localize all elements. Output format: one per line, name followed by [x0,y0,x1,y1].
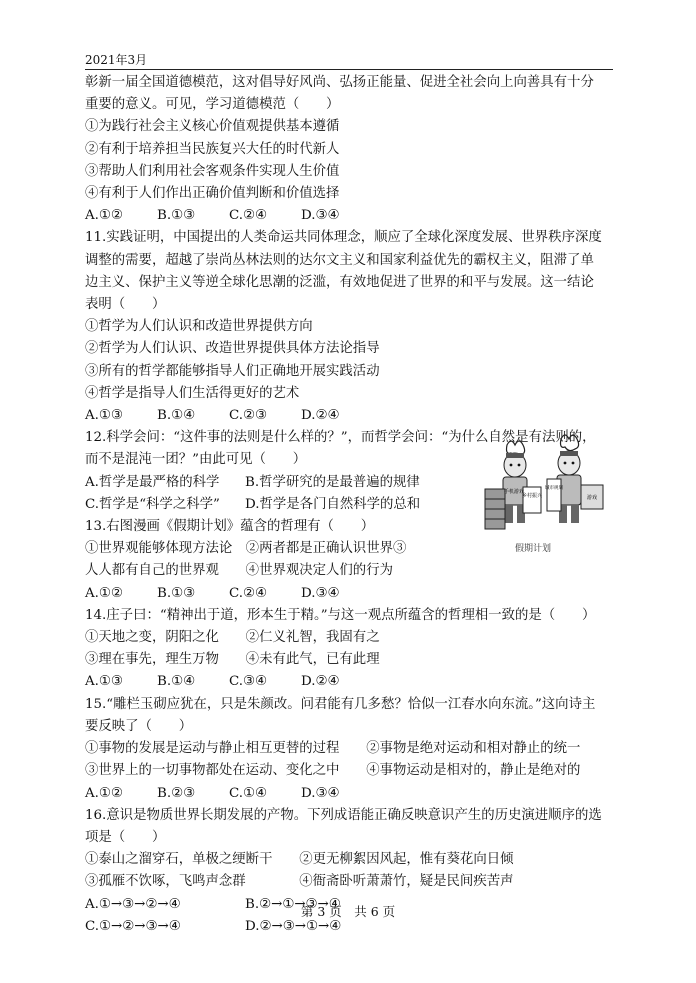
cartoon-label-right-sign: 城市规划 [545,486,563,492]
question-11-options [85,405,613,427]
question-13-stem: 13.右图漫画《假期计划》蕴含的哲理有（ ） [85,519,375,535]
question-16-item-line: ③孤雁不饮啄，飞鸣声念群 ④衙斋卧听萧萧竹，疑是民间疾苦声 [85,874,514,890]
question-11-stem-line: 表明（ ） [85,297,166,313]
option-d: D.③④ [301,785,340,801]
question-14-item-line: ③理在事先，理生万物 ④未有此气，已有此理 [85,652,380,668]
option-b: B.哲学研究的是最普遍的规律 [245,474,420,490]
question-12-13-block [85,427,613,605]
question-14 [85,605,613,694]
question-10 [85,72,613,227]
boy-figure-right [545,451,603,523]
question-15-options [85,783,613,805]
question-12-stem-line: 12.科学会问：“这件事的法则是什么样的？”，而哲学会问：“为什么自然是有法则的， [85,430,596,446]
exam-page [85,52,613,938]
option-a: A.①→③→②→④ [85,896,181,912]
question-14-options [85,671,613,693]
cartoon-caption: 假期计划 [515,544,552,555]
option-d: D.③④ [301,208,340,224]
question-11-item: ④哲学是指导人们生活得更好的艺术 [85,385,300,401]
boy-figure-left [485,453,543,529]
option-b: B.②→①→③→④ [245,896,341,912]
option-b: B.①③ [157,208,196,224]
option-b: B.②③ [157,785,196,801]
question-10-item: ②有利于培养担当民族复兴大任的时代新人 [85,141,340,157]
question-13-item-line: ①世界观能够体现方法论 ②两者都是正确认识世界③ [85,541,407,557]
option-b: B.①④ [157,674,196,690]
cartoon-label-right-box: 游戏 [586,495,598,502]
question-11-stem-line: 调整的需要，超越了崇尚丛林法则的达尔文主义和国家利益优先的霸权主义，阻滞了单 [85,252,594,268]
option-d: D.②④ [301,674,340,690]
question-14-stem: 14.庄子曰：“精神出于道，形本生于精。”与这一观点所蕴含的哲理相一致的是（ ） [85,607,596,623]
page-footer: 第 3 页 共 6 页 [300,904,396,919]
option-b: B.①③ [157,585,196,601]
page-header-date: 2021年3月 [85,52,613,70]
question-16-stem-line: 16.意识是物质世界长期发展的产物。下列成语能正确反映意识产生的历史演进顺序的选 [85,807,602,823]
option-a: A.①③ [85,674,123,690]
question-15-item-line: ③世界上的一切事物都处在运动、变化之中 ④事物运动是相对的，静止是绝对的 [85,763,581,779]
option-c: C.①→②→③→④ [85,918,181,934]
question-11-stem-line: 边主义、保护主义等逆全球化思潮的泛滥，有效地促进了世界的和平与发展。这一结论 [85,274,594,290]
question-10-item: ④有利于人们作出正确价值判断和价值选择 [85,186,340,202]
question-13-options [85,583,613,605]
option-d: D.②→③→①→④ [245,918,342,934]
cartoon-label-left-shirt: 手机游戏 [503,489,525,496]
question-10-item: ①为践行社会主义核心价值观提供基本遵循 [85,119,340,135]
question-15 [85,694,613,805]
option-c: C.②③ [229,408,268,424]
question-11-item: ②哲学为人们认识、改造世界提供具体方法论指导 [85,341,380,357]
holiday-plan-cartoon [477,429,613,539]
question-15-stem-line: 15.“雕栏玉砌应犹在，只是朱颜改。问君能有几多愁？恰似一江春水向东流。”这向诗主 [85,696,596,712]
question-10-options [85,205,613,227]
cartoon-label-left-sign: 乡村振兴 [521,493,543,500]
question-11-item: ①哲学为人们认识和改造世界提供方向 [85,319,313,335]
option-d: D.哲学是各门自然科学的总和 [245,496,421,512]
question-16-item-line: ①泰山之溜穿石，单极之绠断干 ②更无柳絮因风起，惟有葵花向日倾 [85,852,514,868]
option-c: C.②④ [229,585,268,601]
question-11-item: ③所有的哲学都能够指导人们正确地开展实践活动 [85,363,380,379]
option-c: C.②④ [229,208,268,224]
option-d: D.③④ [301,585,340,601]
option-d: D.②④ [301,408,340,424]
question-12-stem-line: 而不是混沌一团？”由此可见（ ） [85,452,307,468]
question-13-item-line: 人人都有自己的世界观 ④世界观决定人们的行为 [85,563,393,579]
question-10-item: ③帮助人们利用社会客观条件实现人生价值 [85,163,340,179]
question-11 [85,227,613,427]
option-c: C.③④ [229,674,268,690]
option-a: A.①② [85,585,123,601]
question-10-stem-line: 重要的意义。可见，学习道德模范（ ） [85,97,340,113]
option-c: C.①④ [229,785,268,801]
option-b: B.①④ [157,408,196,424]
option-a: A.哲学是最严格的科学 [85,474,220,490]
option-a: A.①③ [85,408,123,424]
question-14-item-line: ①天地之变，阴阳之化 ②仁义礼智，我固有之 [85,630,380,646]
question-15-item-line: ①事物的发展是运动与静止相互更替的过程 ②事物是绝对运动和相对静止的统一 [85,741,581,757]
option-a: A.①② [85,208,123,224]
question-11-stem-line: 11.实践证明，中国提出的人类命运共同体理念，顺应了全球化深度发展、世界秩序深度 [85,230,602,246]
option-c: C.哲学是“科学之科学” [85,496,220,512]
question-10-stem-line: 彰新一届全国道德模范，这对倡导好风尚、弘扬正能量、促进全社会向上向善具有十分 [85,75,594,90]
question-16-stem-line: 项是（ ） [85,829,166,845]
option-a: A.①② [85,785,123,801]
question-15-stem-line: 要反映了（ ） [85,718,193,734]
